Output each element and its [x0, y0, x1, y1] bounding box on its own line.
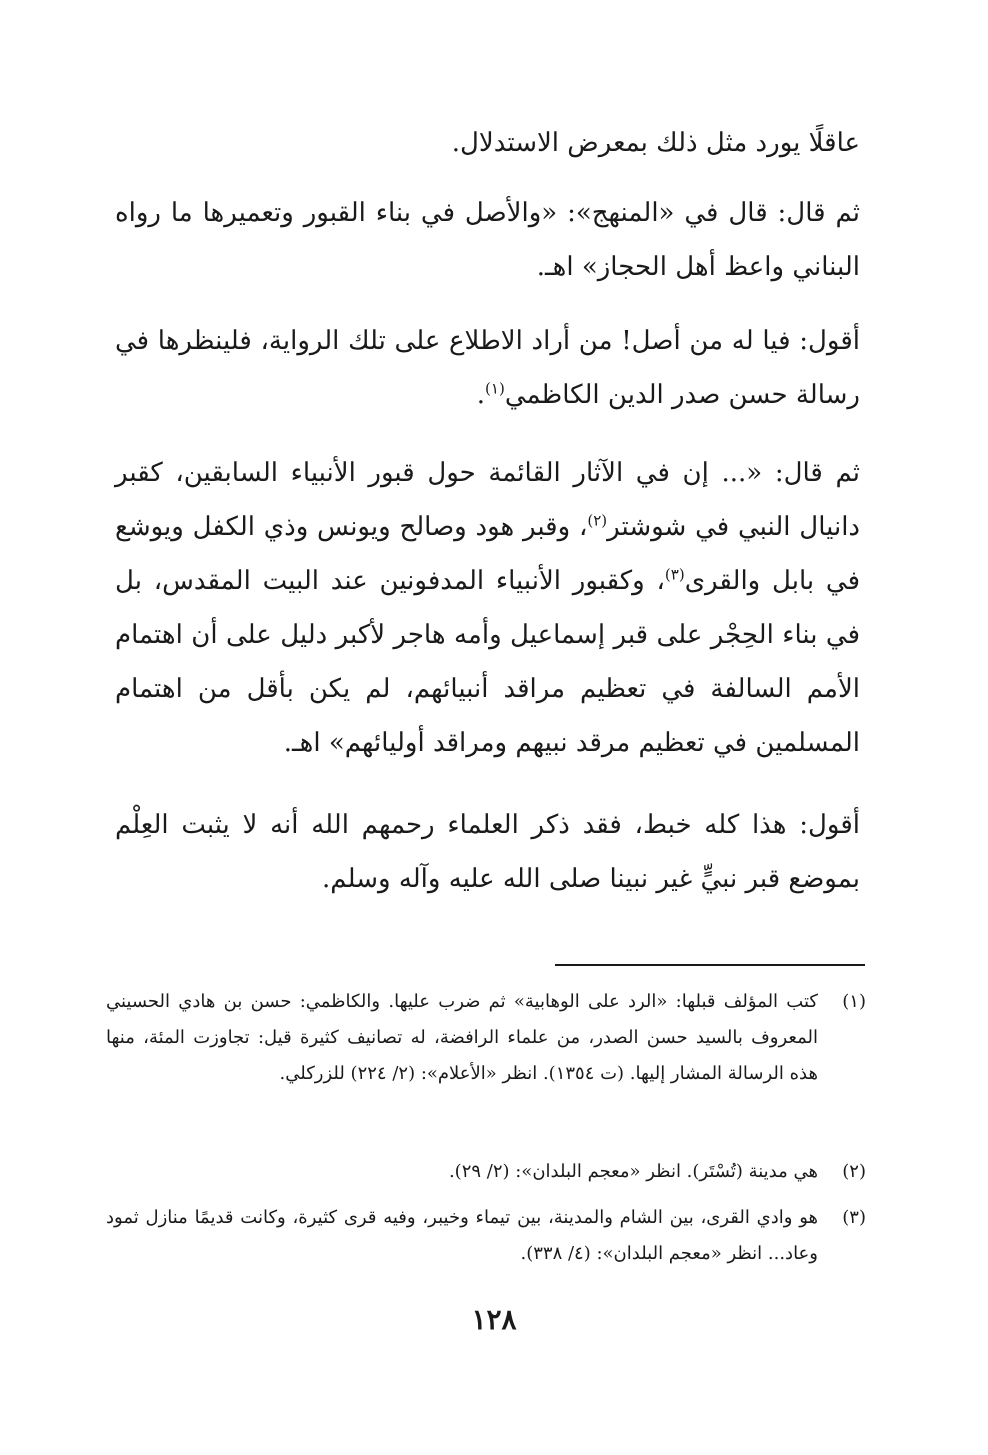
footnote-ref-3: (٣) — [664, 565, 685, 584]
paragraph-4-text-b: ، وقبر هود وصالح ويونس وذي الكفل ويوشع في بابل والقرى — [115, 512, 860, 596]
footnote-2-text: هي مدينة (تُسْتَر). انظر «معجم البلدان»: (٢/ ٢٩). — [448, 1161, 818, 1182]
footnote-3 — [106, 1200, 866, 1272]
paragraph-2 — [115, 186, 860, 294]
paragraph-3 — [115, 314, 860, 422]
paragraph-3-end: . — [476, 380, 486, 410]
paragraph-4-text-c: ، وكقبور الأنبياء المدفونين عند البيت المقدس، بل في بناء الحِجْر على قبر إسماعيل وأمه هاجر لأكبر دليل على أن اهتمام الأمم السالفة في تعظيم مراقد أنبيائهم، لم يكن بأقل من اهتمام المسلمين في تعظيم مرقد نبيهم ومراقد أوليائهم» اهـ. — [115, 566, 860, 758]
paragraph-1-text: عاقلًا يورد مثل ذلك بمعرض الاستدلال. — [451, 128, 860, 158]
paragraph-3-text: أقول: فيا له من أصل! من أراد الاطلاع على تلك الرواية، فلينظرها في رسالة حسن صدر الدين الكاظمي — [115, 326, 860, 410]
footnote-2-number: (٢) — [842, 1161, 866, 1182]
footnote-3-number: (٣) — [842, 1207, 866, 1228]
paragraph-5-text: أقول: هذا كله خبط، فقد ذكر العلماء رحمهم الله أنه لا يثبت العِلْم بموضع قبر نبيٍّ غير نبينا صلى الله عليه وآله وسلم. — [115, 810, 860, 894]
page-number: ١٢٨ — [471, 1303, 517, 1336]
paragraph-2-text: ثم قال: قال في «المنهج»: «والأصل في بناء القبور وتعميرها ما رواه البناني واعظ أهل الحجاز» اهـ. — [115, 198, 860, 282]
paragraph-4-text-a: ثم قال: «... إن في الآثار القائمة حول قبور الأنبياء السابقين، كقبر دانيال النبي في شوشتر — [115, 458, 861, 542]
footnote-ref-2: (٢) — [587, 511, 608, 530]
paragraph-4 — [115, 446, 860, 770]
footnote-1-text: كتب المؤلف قبلها: «الرد على الوهابية» ثم ضرب عليها. والكاظمي: حسن بن هادي الحسيني المعروف بالسيد حسن الصدر، من علماء الرافضة، له تصانيف كثيرة قيل: تجاوزت المئة، منها هذه الرسالة المشار إليها. (ت ١٣٥٤). انظر «الأعلام»: (٢/ ٢٢٤) للزركلي. — [106, 991, 818, 1084]
footnote-1-number: (١) — [842, 991, 866, 1012]
paragraph-5 — [115, 798, 860, 906]
footnote-3-text: هو وادي القرى، بين الشام والمدينة، بين تيماء وخيبر، وفيه قرى كثيرة، وكانت قديمًا منازل ثمود وعاد... انظر «معجم البلدان»: (٤/ ٣٣٨). — [106, 1207, 818, 1264]
footnote-2 — [106, 1154, 866, 1190]
footnote-separator — [555, 964, 865, 966]
footnote-1 — [106, 984, 866, 1092]
footnote-ref-1: (١) — [485, 379, 505, 398]
paragraph-1 — [115, 116, 860, 170]
